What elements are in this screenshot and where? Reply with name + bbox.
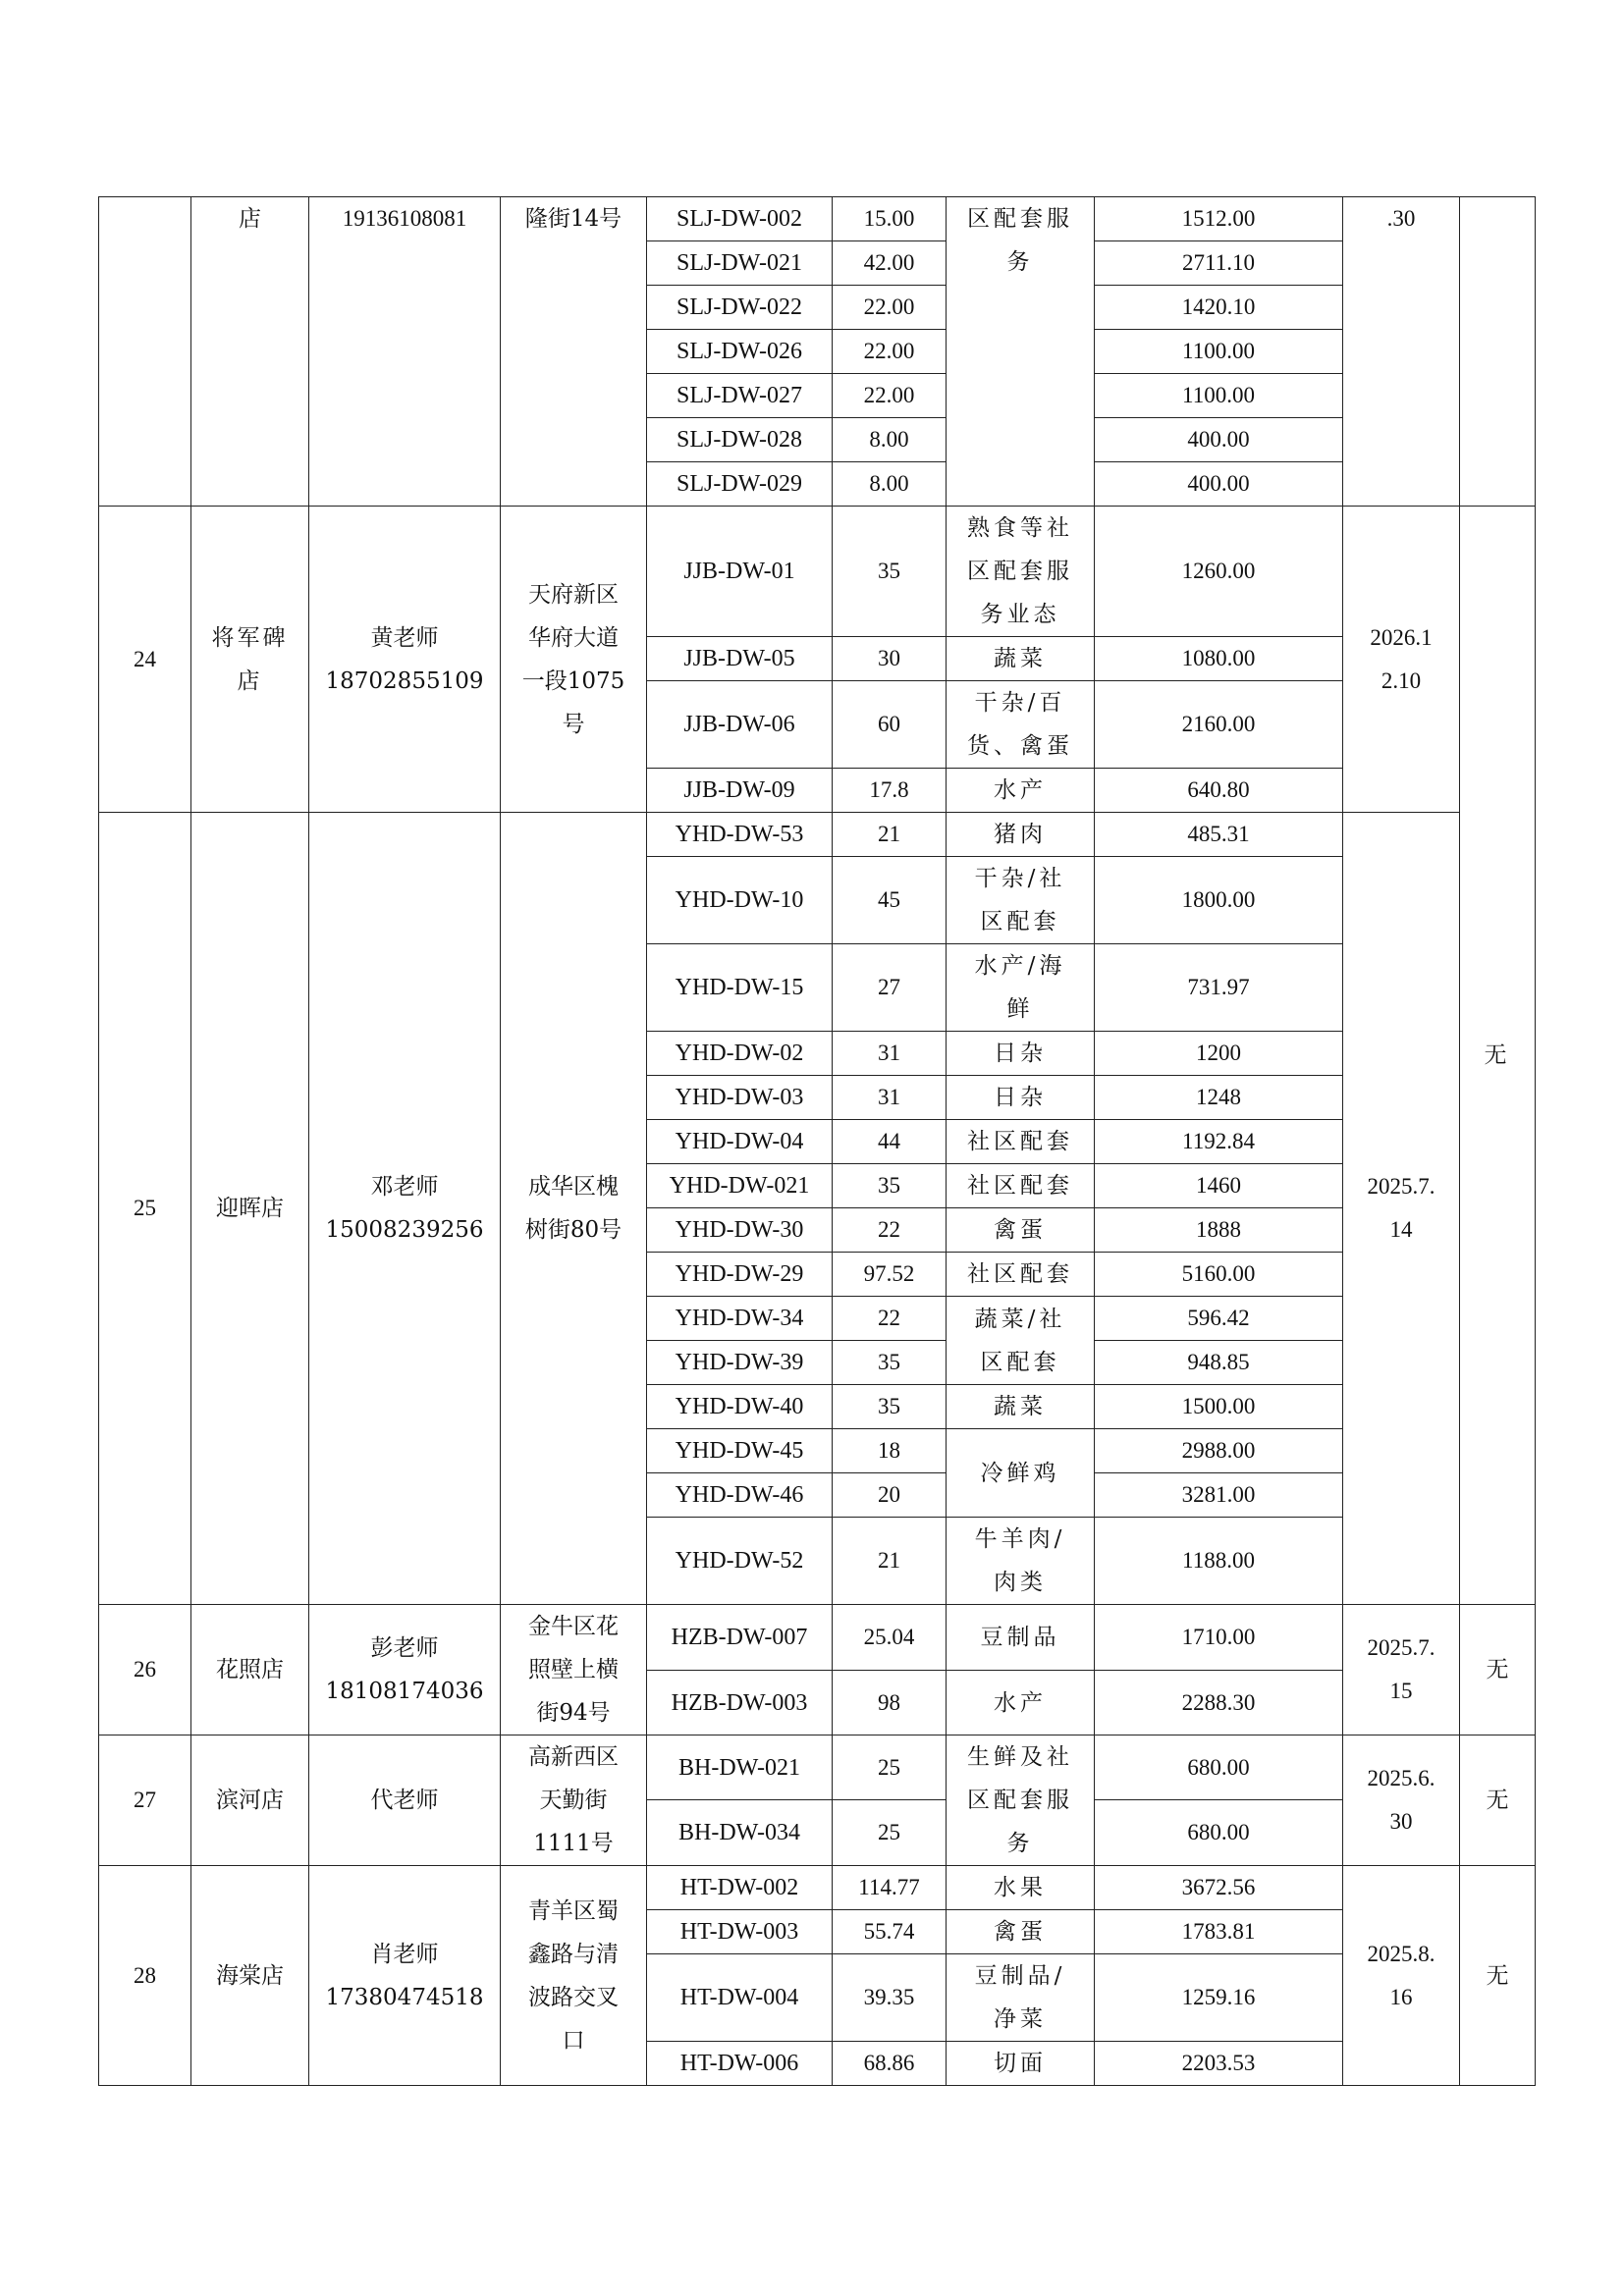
unit-area: 17.8 <box>833 769 947 813</box>
lease-end-date-text: 2025.7.15 <box>1367 1635 1435 1703</box>
unit-code: HT-DW-002 <box>647 1866 833 1910</box>
unit-category <box>947 1735 1095 1866</box>
lease-end-date <box>1343 1735 1460 1866</box>
unit-category: 蔬菜 <box>947 1385 1095 1429</box>
unit-code: YHD-DW-46 <box>647 1473 833 1518</box>
unit-code: YHD-DW-45 <box>647 1429 833 1473</box>
unit-amount: 680.00 <box>1095 1735 1343 1800</box>
unit-amount: 1512.00 <box>1095 197 1343 241</box>
unit-area: 22 <box>833 1297 947 1341</box>
unit-area: 22.00 <box>833 286 947 330</box>
contact-name: 肖老师 <box>370 1941 439 1967</box>
contact-phone: 15008239256 <box>325 1217 484 1243</box>
unit-category <box>947 1954 1095 2042</box>
remark: 无 <box>1460 507 1536 1605</box>
contact-phone: 19136108081 <box>309 197 501 507</box>
unit-category <box>947 197 1095 507</box>
unit-code: JJB-DW-09 <box>647 769 833 813</box>
unit-code: YHD-DW-02 <box>647 1032 833 1076</box>
unit-amount: 1200 <box>1095 1032 1343 1076</box>
unit-code: HT-DW-003 <box>647 1910 833 1954</box>
unit-amount: 1192.84 <box>1095 1120 1343 1164</box>
contact-name: 邓老师 <box>370 1174 439 1200</box>
unit-amount: 485.31 <box>1095 813 1343 857</box>
unit-area: 22.00 <box>833 374 947 418</box>
row-number: 27 <box>99 1735 191 1866</box>
store-address <box>501 1866 647 2086</box>
unit-code: JJB-DW-06 <box>647 681 833 769</box>
unit-category-text: 牛羊肉/肉类 <box>974 1526 1066 1595</box>
unit-amount: 400.00 <box>1095 462 1343 507</box>
contact-name: 彭老师 <box>370 1635 439 1661</box>
unit-category <box>947 681 1095 769</box>
unit-code: HT-DW-006 <box>647 2042 833 2086</box>
unit-category <box>947 1297 1095 1385</box>
unit-area: 55.74 <box>833 1910 947 1954</box>
unit-amount: 2288.30 <box>1095 1671 1343 1735</box>
unit-category-text: 生鲜及社区配套服务 <box>967 1744 1073 1856</box>
unit-category: 水产 <box>947 1671 1095 1735</box>
store-name: 迎晖店 <box>191 813 309 1605</box>
unit-area: 27 <box>833 944 947 1032</box>
unit-amount: 680.00 <box>1095 1800 1343 1866</box>
unit-category: 冷鲜鸡 <box>947 1429 1095 1518</box>
unit-amount: 640.80 <box>1095 769 1343 813</box>
unit-category-text: 蔬菜/社区配套 <box>974 1306 1066 1375</box>
unit-area: 21 <box>833 1518 947 1605</box>
contact-name: 黄老师 <box>370 624 439 651</box>
unit-code: BH-DW-034 <box>647 1800 833 1866</box>
store-address-text: 高新西区天勤街1111号 <box>528 1744 619 1856</box>
unit-area: 44 <box>833 1120 947 1164</box>
unit-area: 68.86 <box>833 2042 947 2086</box>
unit-area: 8.00 <box>833 418 947 462</box>
unit-code: YHD-DW-03 <box>647 1076 833 1120</box>
unit-amount: 2711.10 <box>1095 241 1343 286</box>
unit-amount: 2203.53 <box>1095 2042 1343 2086</box>
unit-amount: 1420.10 <box>1095 286 1343 330</box>
unit-category: 豆制品 <box>947 1605 1095 1671</box>
row-number: 25 <box>99 813 191 1605</box>
unit-amount: 1100.00 <box>1095 330 1343 374</box>
unit-amount: 596.42 <box>1095 1297 1343 1341</box>
unit-code: JJB-DW-05 <box>647 637 833 681</box>
store-name: 海棠店 <box>191 1866 309 2086</box>
unit-area: 31 <box>833 1076 947 1120</box>
lease-end-date-text: 2025.8.16 <box>1367 1941 1435 2009</box>
unit-area: 20 <box>833 1473 947 1518</box>
lease-end-date-text: 2025.6.30 <box>1367 1766 1435 1834</box>
unit-category: 日杂 <box>947 1032 1095 1076</box>
unit-code: YHD-DW-39 <box>647 1341 833 1385</box>
unit-amount: 1888 <box>1095 1208 1343 1253</box>
unit-category-text: 水产/海鲜 <box>974 953 1066 1022</box>
store-name-text: 将军碑店 <box>211 624 289 694</box>
unit-area: 35 <box>833 1341 947 1385</box>
unit-code: BH-DW-021 <box>647 1735 833 1800</box>
unit-category-text: 干杂/百货、禽蛋 <box>967 690 1073 759</box>
unit-category: 社区配套 <box>947 1164 1095 1208</box>
contact-phone: 17380474518 <box>325 1984 484 2010</box>
unit-code: SLJ-DW-022 <box>647 286 833 330</box>
unit-category: 日杂 <box>947 1076 1095 1120</box>
unit-category-text: 豆制品/净菜 <box>974 1963 1066 2032</box>
unit-amount: 1259.16 <box>1095 1954 1343 2042</box>
unit-category: 水产 <box>947 769 1095 813</box>
unit-amount: 400.00 <box>1095 418 1343 462</box>
contact-phone: 18108174036 <box>325 1679 484 1704</box>
unit-code: YHD-DW-021 <box>647 1164 833 1208</box>
row-number: 24 <box>99 507 191 813</box>
unit-category-text: 熟食等社区配套服务业态 <box>967 515 1073 627</box>
unit-code: YHD-DW-15 <box>647 944 833 1032</box>
unit-amount: 1710.00 <box>1095 1605 1343 1671</box>
lease-end-date: .30 <box>1343 197 1460 507</box>
unit-code: HZB-DW-003 <box>647 1671 833 1735</box>
contact <box>309 813 501 1605</box>
unit-code: SLJ-DW-021 <box>647 241 833 286</box>
row-number: 28 <box>99 1866 191 2086</box>
unit-area: 8.00 <box>833 462 947 507</box>
unit-category: 切面 <box>947 2042 1095 2086</box>
unit-category: 社区配套 <box>947 1120 1095 1164</box>
store-address <box>501 1735 647 1866</box>
unit-code: YHD-DW-30 <box>647 1208 833 1253</box>
unit-amount: 5160.00 <box>1095 1253 1343 1297</box>
unit-code: HZB-DW-007 <box>647 1605 833 1671</box>
unit-code: SLJ-DW-026 <box>647 330 833 374</box>
unit-amount: 3672.56 <box>1095 1866 1343 1910</box>
store-address: 隆街14号 <box>501 197 647 507</box>
unit-category <box>947 944 1095 1032</box>
unit-code: YHD-DW-40 <box>647 1385 833 1429</box>
store-address-text: 成华区槐树街80号 <box>524 1174 623 1243</box>
unit-area: 60 <box>833 681 947 769</box>
contact <box>309 507 501 813</box>
lease-end-date <box>1343 507 1460 813</box>
unit-category: 区配套服务 <box>967 206 1073 275</box>
store-name: 店 <box>191 197 309 507</box>
unit-category: 禽蛋 <box>947 1208 1095 1253</box>
store-address-text: 青羊区蜀鑫路与清波路交叉口 <box>528 1897 619 2054</box>
unit-code: JJB-DW-01 <box>647 507 833 637</box>
unit-code: YHD-DW-52 <box>647 1518 833 1605</box>
unit-category <box>947 1518 1095 1605</box>
unit-area: 21 <box>833 813 947 857</box>
unit-amount: 1260.00 <box>1095 507 1343 637</box>
unit-area: 114.77 <box>833 1866 947 1910</box>
unit-area: 35 <box>833 507 947 637</box>
unit-category: 社区配套 <box>947 1253 1095 1297</box>
unit-code: YHD-DW-10 <box>647 857 833 944</box>
lease-end-date <box>1343 813 1460 1605</box>
row-number <box>99 197 191 507</box>
unit-code: SLJ-DW-029 <box>647 462 833 507</box>
unit-amount: 948.85 <box>1095 1341 1343 1385</box>
unit-amount: 1248 <box>1095 1076 1343 1120</box>
unit-code: YHD-DW-29 <box>647 1253 833 1297</box>
contact-name: 代老师 <box>309 1735 501 1866</box>
unit-code: YHD-DW-04 <box>647 1120 833 1164</box>
unit-category-text: 干杂/社区配套 <box>974 866 1066 934</box>
unit-category: 蔬菜 <box>947 637 1095 681</box>
contact <box>309 1866 501 2086</box>
lease-end-date-text: 2026.12.10 <box>1370 624 1433 693</box>
unit-category: 猪肉 <box>947 813 1095 857</box>
unit-amount: 1783.81 <box>1095 1910 1343 1954</box>
unit-area: 22.00 <box>833 330 947 374</box>
store-address <box>501 507 647 813</box>
lease-end-date-text: 2025.7.14 <box>1367 1174 1435 1242</box>
store-address-text: 天府新区华府大道一段1075号 <box>521 581 625 737</box>
remark: 无 <box>1460 1866 1536 2086</box>
unit-category: 禽蛋 <box>947 1910 1095 1954</box>
unit-amount: 3281.00 <box>1095 1473 1343 1518</box>
remark: 无 <box>1460 1605 1536 1735</box>
unit-amount: 1188.00 <box>1095 1518 1343 1605</box>
unit-amount: 1500.00 <box>1095 1385 1343 1429</box>
unit-category <box>947 507 1095 637</box>
unit-area: 25.04 <box>833 1605 947 1671</box>
unit-area: 35 <box>833 1385 947 1429</box>
store-address-text: 金牛区花照壁上横街94号 <box>528 1614 619 1726</box>
remark: 无 <box>1460 1735 1536 1866</box>
unit-area: 15.00 <box>833 197 947 241</box>
unit-area: 25 <box>833 1800 947 1866</box>
unit-amount: 1460 <box>1095 1164 1343 1208</box>
contact <box>309 1605 501 1735</box>
unit-code: YHD-DW-34 <box>647 1297 833 1341</box>
unit-amount: 1080.00 <box>1095 637 1343 681</box>
lease-end-date <box>1343 1605 1460 1735</box>
store-name: 滨河店 <box>191 1735 309 1866</box>
unit-area: 31 <box>833 1032 947 1076</box>
unit-area: 25 <box>833 1735 947 1800</box>
unit-area: 30 <box>833 637 947 681</box>
unit-amount: 731.97 <box>1095 944 1343 1032</box>
unit-area: 22 <box>833 1208 947 1253</box>
unit-area: 45 <box>833 857 947 944</box>
unit-category <box>947 857 1095 944</box>
unit-category: 水果 <box>947 1866 1095 1910</box>
unit-code: SLJ-DW-002 <box>647 197 833 241</box>
unit-amount: 2988.00 <box>1095 1429 1343 1473</box>
remark <box>1460 197 1536 507</box>
store-name: 花照店 <box>191 1605 309 1735</box>
unit-code: SLJ-DW-028 <box>647 418 833 462</box>
unit-area: 39.35 <box>833 1954 947 2042</box>
unit-amount: 1800.00 <box>1095 857 1343 944</box>
contact-phone: 18702855109 <box>325 667 484 694</box>
unit-amount: 2160.00 <box>1095 681 1343 769</box>
unit-area: 35 <box>833 1164 947 1208</box>
unit-code: SLJ-DW-027 <box>647 374 833 418</box>
unit-area: 97.52 <box>833 1253 947 1297</box>
store-name <box>191 507 309 813</box>
unit-code: HT-DW-004 <box>647 1954 833 2042</box>
unit-area: 42.00 <box>833 241 947 286</box>
row-number: 26 <box>99 1605 191 1735</box>
lease-end-date <box>1343 1866 1460 2086</box>
store-address <box>501 813 647 1605</box>
unit-amount: 1100.00 <box>1095 374 1343 418</box>
unit-area: 98 <box>833 1671 947 1735</box>
unit-area: 18 <box>833 1429 947 1473</box>
store-address <box>501 1605 647 1735</box>
unit-code: YHD-DW-53 <box>647 813 833 857</box>
store-lease-table <box>98 196 1536 2086</box>
